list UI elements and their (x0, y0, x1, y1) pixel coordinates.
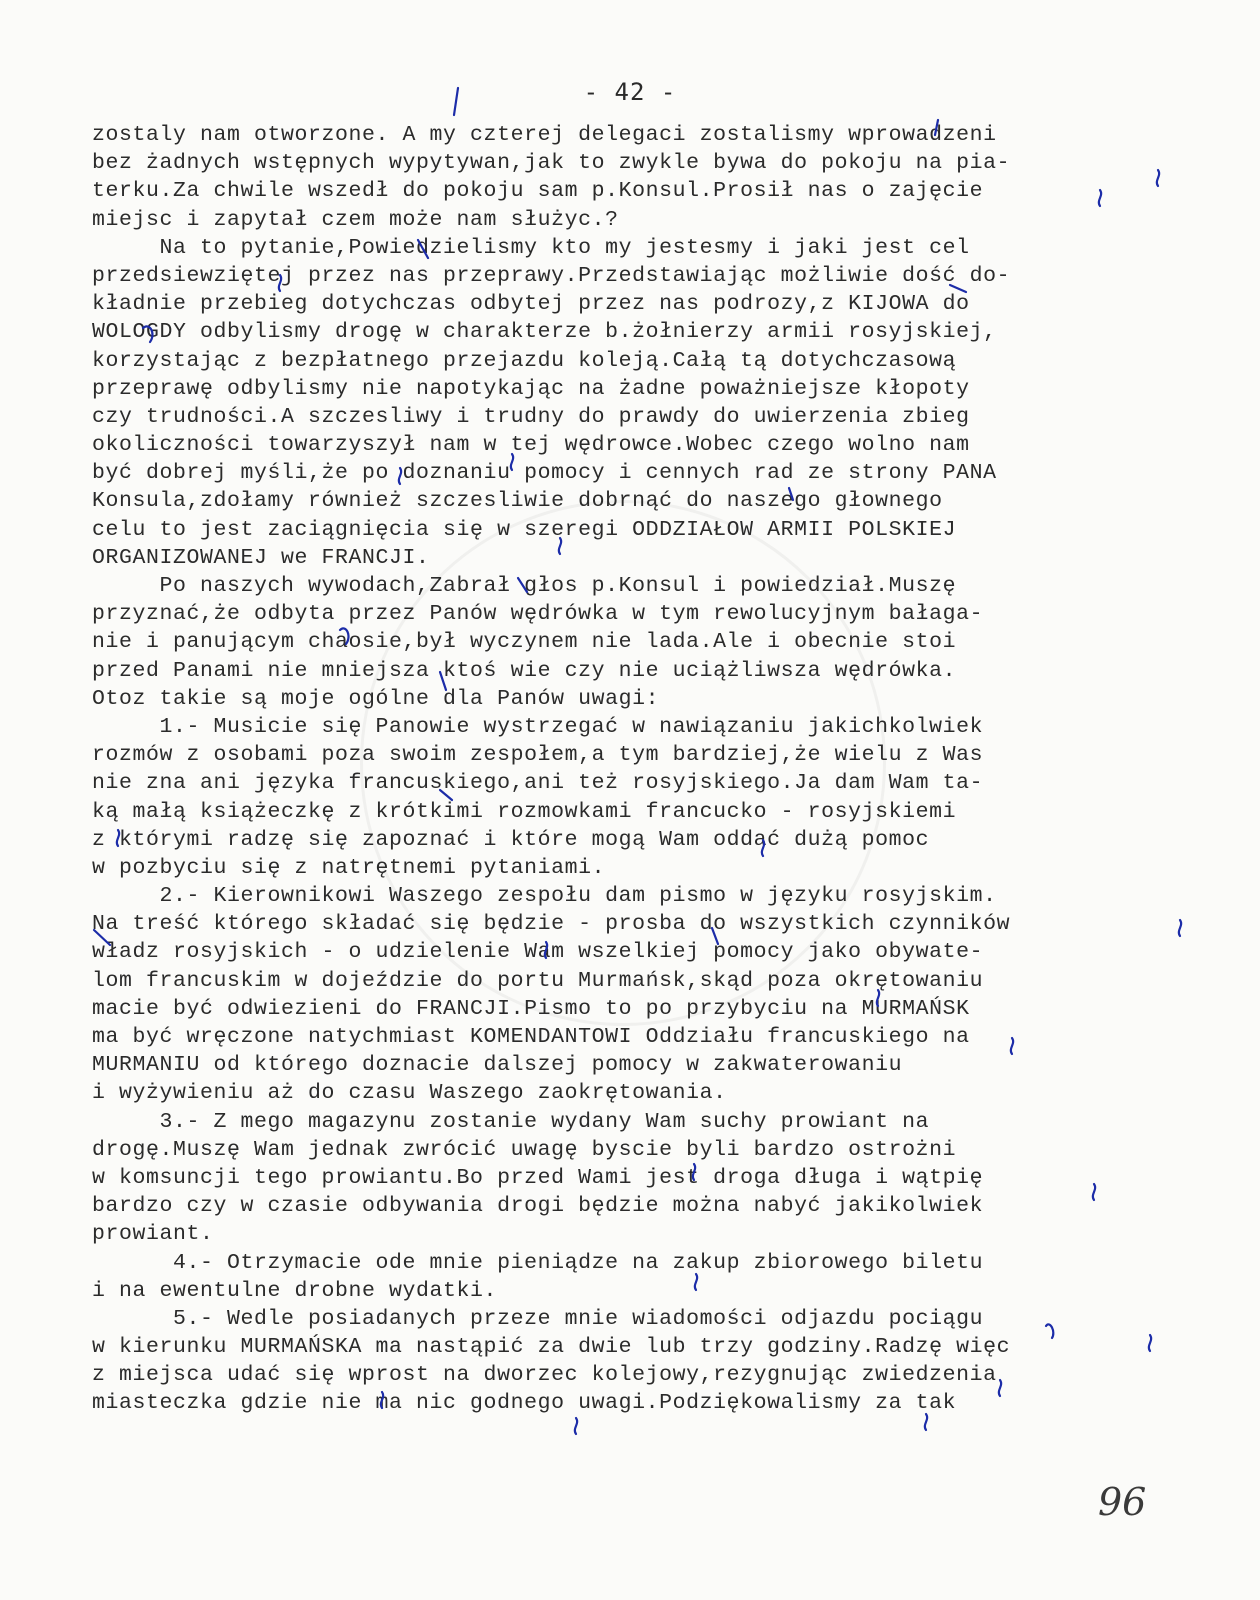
text-line: rozmów z osobami poza swoim zespołem,a tym bardziej,że wielu z Was (92, 743, 984, 768)
text-line: przeprawę odbylismy nie napotykając na żadne poważniejsze kłopoty (92, 376, 970, 401)
text-line: czy trudności.A szczesliwy i trudny do prawdy do uwierzenia zbieg (92, 404, 970, 429)
text-line: 4.- Otrzymacie ode mnie pieniądze na zakup zbiorowego biletu (92, 1250, 984, 1275)
text-line: przedsiewziętej przez nas przeprawy.Przedstawiając możliwie dość do- (92, 263, 1011, 288)
text-line: celu to jest zaciągnięcia się w szeregi ODDZIAŁOW ARMII POLSKIEJ (92, 517, 957, 542)
text-line: korzystając z bezpłatnego przejazdu koleją.Całą tą dotychczasową (92, 348, 957, 373)
text-line: prowiant. (92, 1222, 214, 1247)
text-line: przyznać,że odbyta przez Panów wędrówka w tym rewolucyjnym bałaga- (92, 602, 984, 627)
text-line: 5.- Wedle posiadanych przeze mnie wiadomości odjazdu pociągu (92, 1306, 984, 1331)
text-line: 2.- Kierownikowi Waszego zespołu dam pismo w języku rosyjskim. (92, 884, 997, 909)
text-line: z którymi radzę się zapoznać i które mogą Wam oddać dużą pomoc (92, 827, 930, 852)
text-line: terku.Za chwile wszedł do pokoju sam p.Konsul.Prosił nas o zajęcie (92, 179, 984, 204)
text-line: nie zna ani języka francuskiego,ani też rosyjskiego.Ja dam Wam ta- (92, 771, 984, 796)
text-line: ORGANIZOWANEJ we FRANCJI. (92, 545, 430, 570)
text-line: Na treść którego składać się będzie - prosba do wszystkich czynników (92, 912, 1011, 937)
text-line: bez żadnych wstępnych wypytywan,jak to zwykle bywa do pokoju na pia- (92, 151, 1011, 176)
text-line: lom francuskim w dojeździe do portu Murmańsk,skąd poza okrętowaniu (92, 968, 984, 993)
text-line: miasteczka gdzie nie ma nic godnego uwagi.Podziękowalismy za tak (92, 1391, 957, 1416)
text-line: nie i panującym chaosie,był wyczynem nie lada.Ale i obecnie stoi (92, 630, 957, 655)
text-line: z miejsca udać się wprost na dworzec kolejowy,rezygnując zwiedzenia (92, 1363, 997, 1388)
text-line: drogę.Muszę Wam jednak zwrócić uwagę byscie byli bardzo ostrożni (92, 1137, 957, 1162)
archive-folio-number: 96 (1098, 1480, 1147, 1524)
text-line: okoliczności towarzyszył nam w tej wędrowce.Wobec czego wolno nam (92, 433, 970, 458)
text-line: Po naszych wywodach,Zabrał głos p.Konsul i powiedział.Muszę (92, 574, 957, 598)
text-line: w komsuncji tego prowiantu.Bo przed Wami jest droga długa i wątpię (92, 1165, 984, 1190)
text-line: zostaly nam otworzone. A my czterej delegaci zostalismy wprowadzeni (92, 123, 997, 147)
typed-body-text (92, 121, 1212, 1418)
text-line: ką małą książeczkę z krótkimi rozmowkami francucko - rosyjskiemi (92, 799, 957, 824)
page-number: - 42 - (583, 78, 677, 106)
text-line: kładnie przebieg dotychczas odbytej przez nas podrozy,z KIJOWA do (92, 292, 970, 317)
text-line: macie być odwiezieni do FRANCJI.Pismo to po przybyciu na MURMAŃSK (92, 996, 970, 1021)
text-line: Konsula,zdołamy również szczesliwie dobrnąć do naszego głownego (92, 489, 943, 514)
text-line: Otoz takie są moje ogólne dla Panów uwagi: (92, 686, 660, 711)
text-line: 1.- Musicie się Panowie wystrzegać w nawiązaniu jakichkolwiek (92, 714, 984, 739)
text-line: MURMANIU od którego doznacie dalszej pomocy w zakwaterowaniu (92, 1053, 903, 1078)
text-line: być dobrej myśli,że po doznaniu pomocy i cennych rad ze strony PANA (92, 461, 997, 486)
text-line: WOLOGDY odbylismy drogę w charakterze b.żołnierzy armii rosyjskiej, (92, 320, 997, 345)
text-line: 3.- Z mego magazynu zostanie wydany Wam suchy prowiant na (92, 1109, 930, 1134)
text-line: władz rosyjskich - o udzielenie Wam wszelkiej pomocy jako obywate- (92, 940, 984, 965)
text-line: w pozbyciu się z natrętnemi pytaniami. (92, 855, 606, 880)
text-line: i na ewentulne drobne wydatki. (92, 1278, 498, 1303)
text-line: miejsc i zapytał czem może nam służyc.? (92, 207, 619, 232)
text-line: w kierunku MURMAŃSKA ma nastąpić za dwie lub trzy godziny.Radzę więc (92, 1335, 1011, 1360)
text-line: i wyżywieniu aż do czasu Waszego zaokrętowania. (92, 1081, 727, 1106)
text-line: ma być wręczone natychmiast KOMENDANTOWI Oddziału francuskiego na (92, 1025, 970, 1049)
text-line: bardzo czy w czasie odbywania drogi będzie można nabyć jakikolwiek (92, 1194, 984, 1219)
text-line: Na to pytanie,Powiedzielismy kto my jestesmy i jaki jest cel (92, 235, 970, 260)
text-line: przed Panami nie mniejsza ktoś wie czy nie uciążliwsza wędrówka. (92, 658, 957, 683)
